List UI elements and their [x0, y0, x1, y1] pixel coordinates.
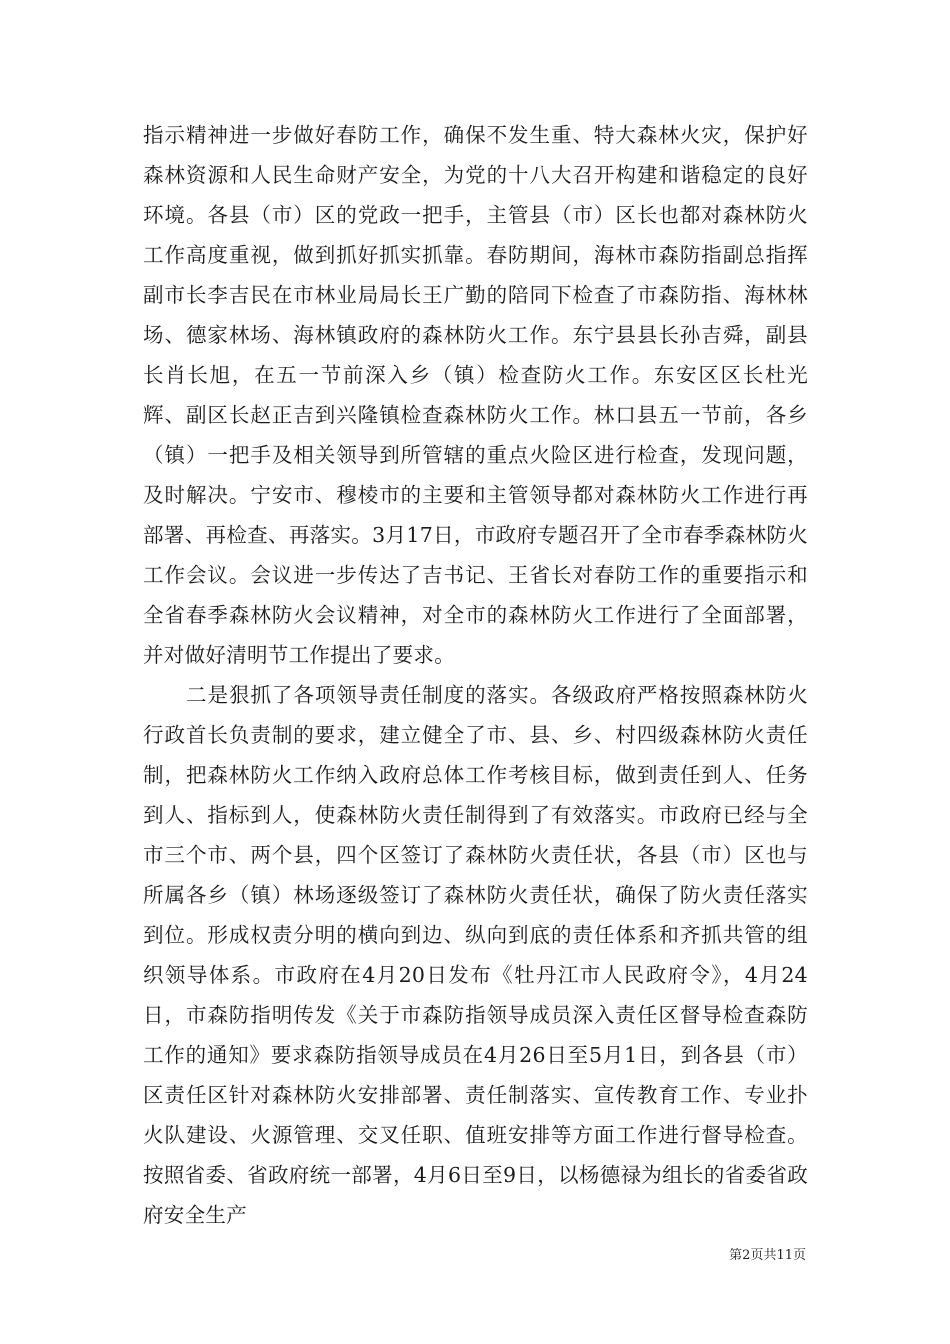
paragraph-responsibility-system: 二是狠抓了各项领导责任制度的落实。各级政府严格按照森林防火行政首长负责制的要求，建立健全了市、县、乡、村四级森林防火责任制，把森林防火工作纳入政府总体工作考核目标，做到责任到人、任务到人、指标到人，使森林防火责任制得到了有效落实。市政府已经与全市三个市、两个县，四个区签订了森林防火责任状，各县（市）区也与所属各乡（镇）林场逐级签订了森林防火责任状，确保了防火责任落实到位。形成权责分明的横向到边、纵向到底的责任体系和齐抓共管的组织领导体系。市政府在4月20日发布《牡丹江市人民政府令》，4月24日，市森防指明传发《关于市森防指领导成员深入责任区督导检查森防工作的通知》要求森防指领导成员在4月26日至5月1日，到各县（市）区责任区针对森林防火安排部署、责任制落实、宣传教育工作、专业扑火队建设、火源管理、交叉任职、值班安排等方面工作进行督导检查。按照省委、省政府统一部署，4月6日至9日，以杨德禄为组长的省委省政府安全生产	[143, 683, 808, 1227]
document-body	[143, 115, 808, 1235]
page-number-footer: 第2页共11页	[729, 1248, 806, 1263]
paragraph-continuation: 指示精神进一步做好春防工作，确保不发生重、特大森林火灾，保护好森林资源和人民生命财产安全，为党的十八大召开构建和谐稳定的良好环境。各县（市）区的党政一把手，主管县（市）区长也都对森林防火工作高度重视，做到抓好抓实抓靠。春防期间，海林市森防指副总指挥副市长李吉民在市林业局局长王广勤的陪同下检查了市森防指、海林林场、德家林场、海林镇政府的森林防火工作。东宁县县长孙吉舜，副县长肖长旭，在五一节前深入乡（镇）检查防火工作。东安区区长杜光辉、副区长赵正吉到兴隆镇检查森林防火工作。林口县五一节前，各乡（镇）一把手及相关领导到所管辖的重点火险区进行检查，发现问题，及时解决。宁安市、穆棱市的主要和主管领导都对森林防火工作进行再部署、再检查、再落实。3月17日，市政府专题召开了全市春季森林防火工作会议。会议进一步传达了吉书记、王省长对春防工作的重要指示和全省春季森林防火会议精神，对全市的森林防火工作进行了全面部署，并对做好清明节工作提出了要求。	[143, 123, 808, 667]
